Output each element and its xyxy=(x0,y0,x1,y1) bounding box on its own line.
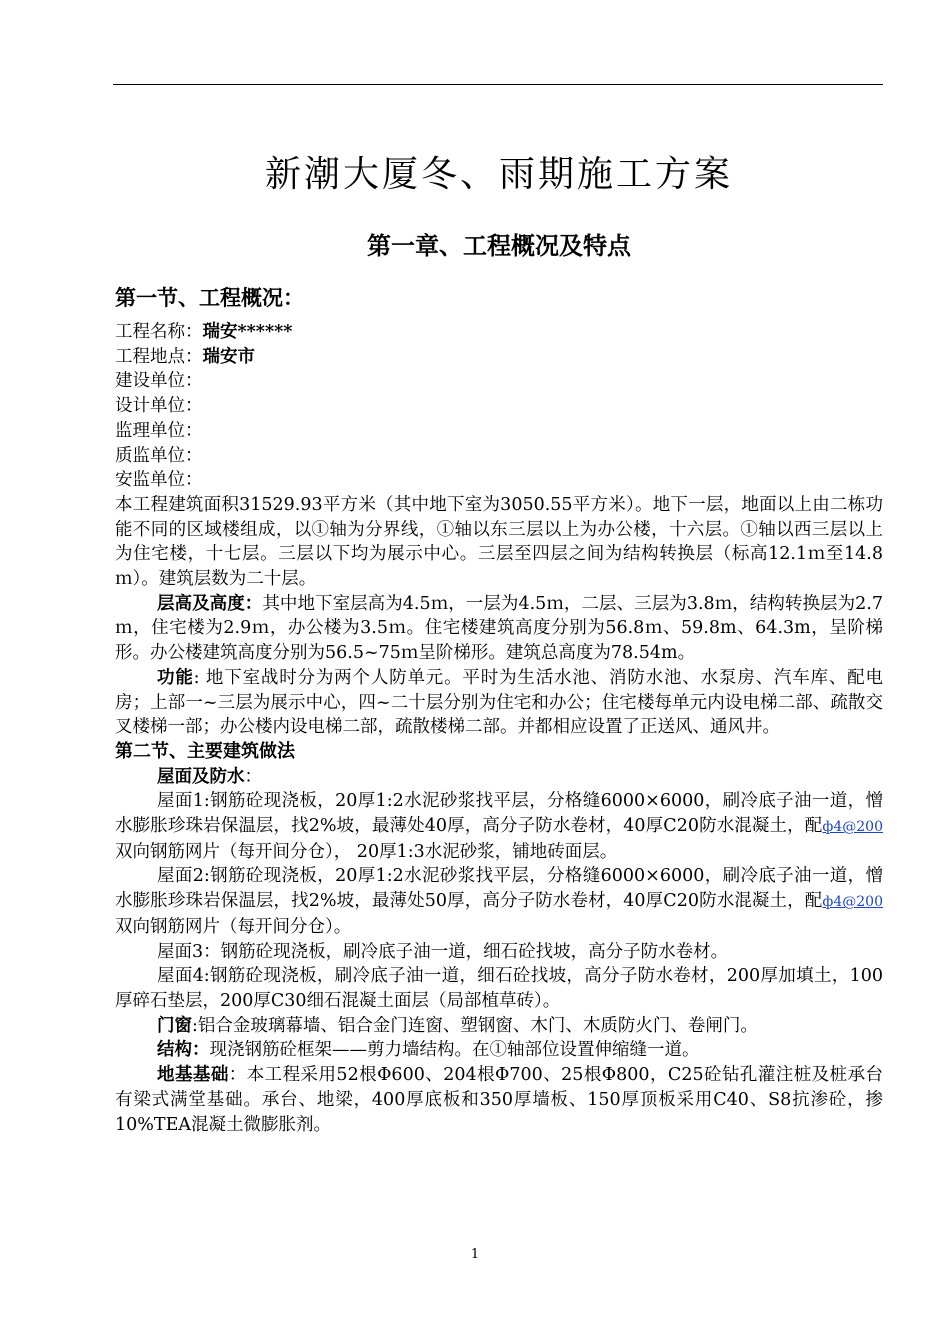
info-row-builder: 建设单位： xyxy=(115,371,203,392)
page-number: 1 xyxy=(470,1247,480,1262)
info-row-designer: 设计单位： xyxy=(115,396,203,417)
info-row-supervisor: 监理单位： xyxy=(115,420,203,441)
foundation-paragraph: 地基基础：本工程采用52根Φ600、204根Φ700、25根Φ800，C25砼钻孔灌注桩及桩承台有梁式满堂基础。承台、地梁，400厚底板和350厚墙板、150厚顶板采用C40、S8抗渗砼，掺10%TEA混凝土微膨胀剂。 xyxy=(115,1065,884,1135)
height-label: 层高及高度： xyxy=(157,593,263,614)
info-row-project-location: 工程地点：瑞安市 xyxy=(115,346,255,367)
info-row-quality: 质监单位： xyxy=(115,445,203,466)
function-paragraph: 功能: 地下室战时分为两个人防单元。平时为生活水池、消防水池、水泵房、汽车库、配电房；上部一~三层为展示中心，四~二十层分别为住宅和办公；住宅楼每单元内设电梯二部、疏散交叉楼梯一部；办公楼内设电梯二部，疏散楼梯二部。并都相应设置了正送风、通风井。 xyxy=(115,667,884,738)
rebar-spec-link[interactable]: ф4@200 xyxy=(822,894,883,911)
header-rule xyxy=(113,84,883,85)
rebar-spec-link[interactable]: ф4@200 xyxy=(822,819,883,836)
overview-paragraph: 本工程建筑面积31529.93平方米（其中地下室为3050.55平方米）。地下一层，地面以上由二栋功能不同的区域楼组成，以①轴为分界线，①轴以东三层以上为办公楼，十六层。①轴以西三层以上为住宅楼，十七层。三层以下均为展示中心。三层至四层之间为结构转换层（标高12.1ｍ至14.8ｍ）。建筑层数为二十层。 xyxy=(115,494,883,590)
section-heading-overview: 第一节、工程概况： xyxy=(115,285,304,310)
document-title: 新潮大厦冬、雨期施工方案 xyxy=(264,154,733,195)
roof-heading: 屋面及防水： xyxy=(157,766,262,787)
foundation-label: 地基基础 xyxy=(157,1065,229,1086)
doors-paragraph: 门窗:铝合金玻璃幕墙、铝合金门连窗、塑钢窗、木门、木质防火门、卷闸门。 xyxy=(157,1015,758,1036)
section-heading-architecture: 第二节、主要建筑做法 xyxy=(115,740,295,762)
roof4-paragraph: 屋面4:钢筋砼现浇板，刷冷底子油一道，细石砼找坡，高分子防水卷材，200厚加填土，100厚碎石垫层，200厚C30细石混凝土面层（局部植草砖）。 xyxy=(115,966,883,1011)
roof3-paragraph: 屋面3：钢筋砼现浇板，刷冷底子油一道，细石砼找坡，高分子防水卷材。 xyxy=(157,941,729,962)
chapter-heading: 第一章、工程概况及特点 xyxy=(367,231,631,260)
structure-paragraph: 结构：现浇钢筋砼框架——剪力墙结构。在①轴部位设置伸缩缝一道。 xyxy=(157,1040,700,1061)
structure-label: 结构： xyxy=(157,1040,210,1061)
roof2-paragraph: 屋面2:钢筋砼现浇板，20厚1:2水泥砂浆找平层，分格缝6000×6000，刷冷底子油一道，憎水膨胀珍珠岩保温层，找2%坡，最薄处50厚，高分子防水卷材，40厚C20防水混凝土，配ф4@200双向钢筋网片（每开间分仓）。 xyxy=(115,866,883,937)
info-value: 瑞安****** xyxy=(202,322,293,342)
roof1-paragraph: 屋面1:钢筋砼现浇板，20厚1:2水泥砂浆找平层，分格缝6000×6000，刷冷底子油一道，憎水膨胀珍珠岩保温层，找2%坡，最薄处40厚，高分子防水卷材，40厚C20防水混凝土，配ф4@200双向钢筋网片（每开间分仓）， 20厚1:3水泥砂浆，铺地砖面层。 xyxy=(115,791,883,862)
info-row-project-name: 工程名称：瑞安****** xyxy=(115,322,293,342)
doors-label: 门窗 xyxy=(157,1015,192,1036)
height-paragraph: 层高及高度：其中地下室层高为4.5ｍ，一层为4.5ｍ，二层、三层为3.8ｍ，结构转换层为2.7ｍ，住宅楼为2.9ｍ，办公楼为3.5ｍ。住宅楼建筑高度分别为56.8ｍ、59.8m、64.3m，呈阶梯形。办公楼建筑高度分别为56.5~75ｍ呈阶梯形。建筑总高度为78.54m。 xyxy=(115,593,883,664)
info-value: 瑞安市 xyxy=(202,346,255,367)
document-body xyxy=(115,320,883,1137)
info-row-safety: 安监单位： xyxy=(115,470,203,491)
function-label: 功能 xyxy=(157,667,194,688)
